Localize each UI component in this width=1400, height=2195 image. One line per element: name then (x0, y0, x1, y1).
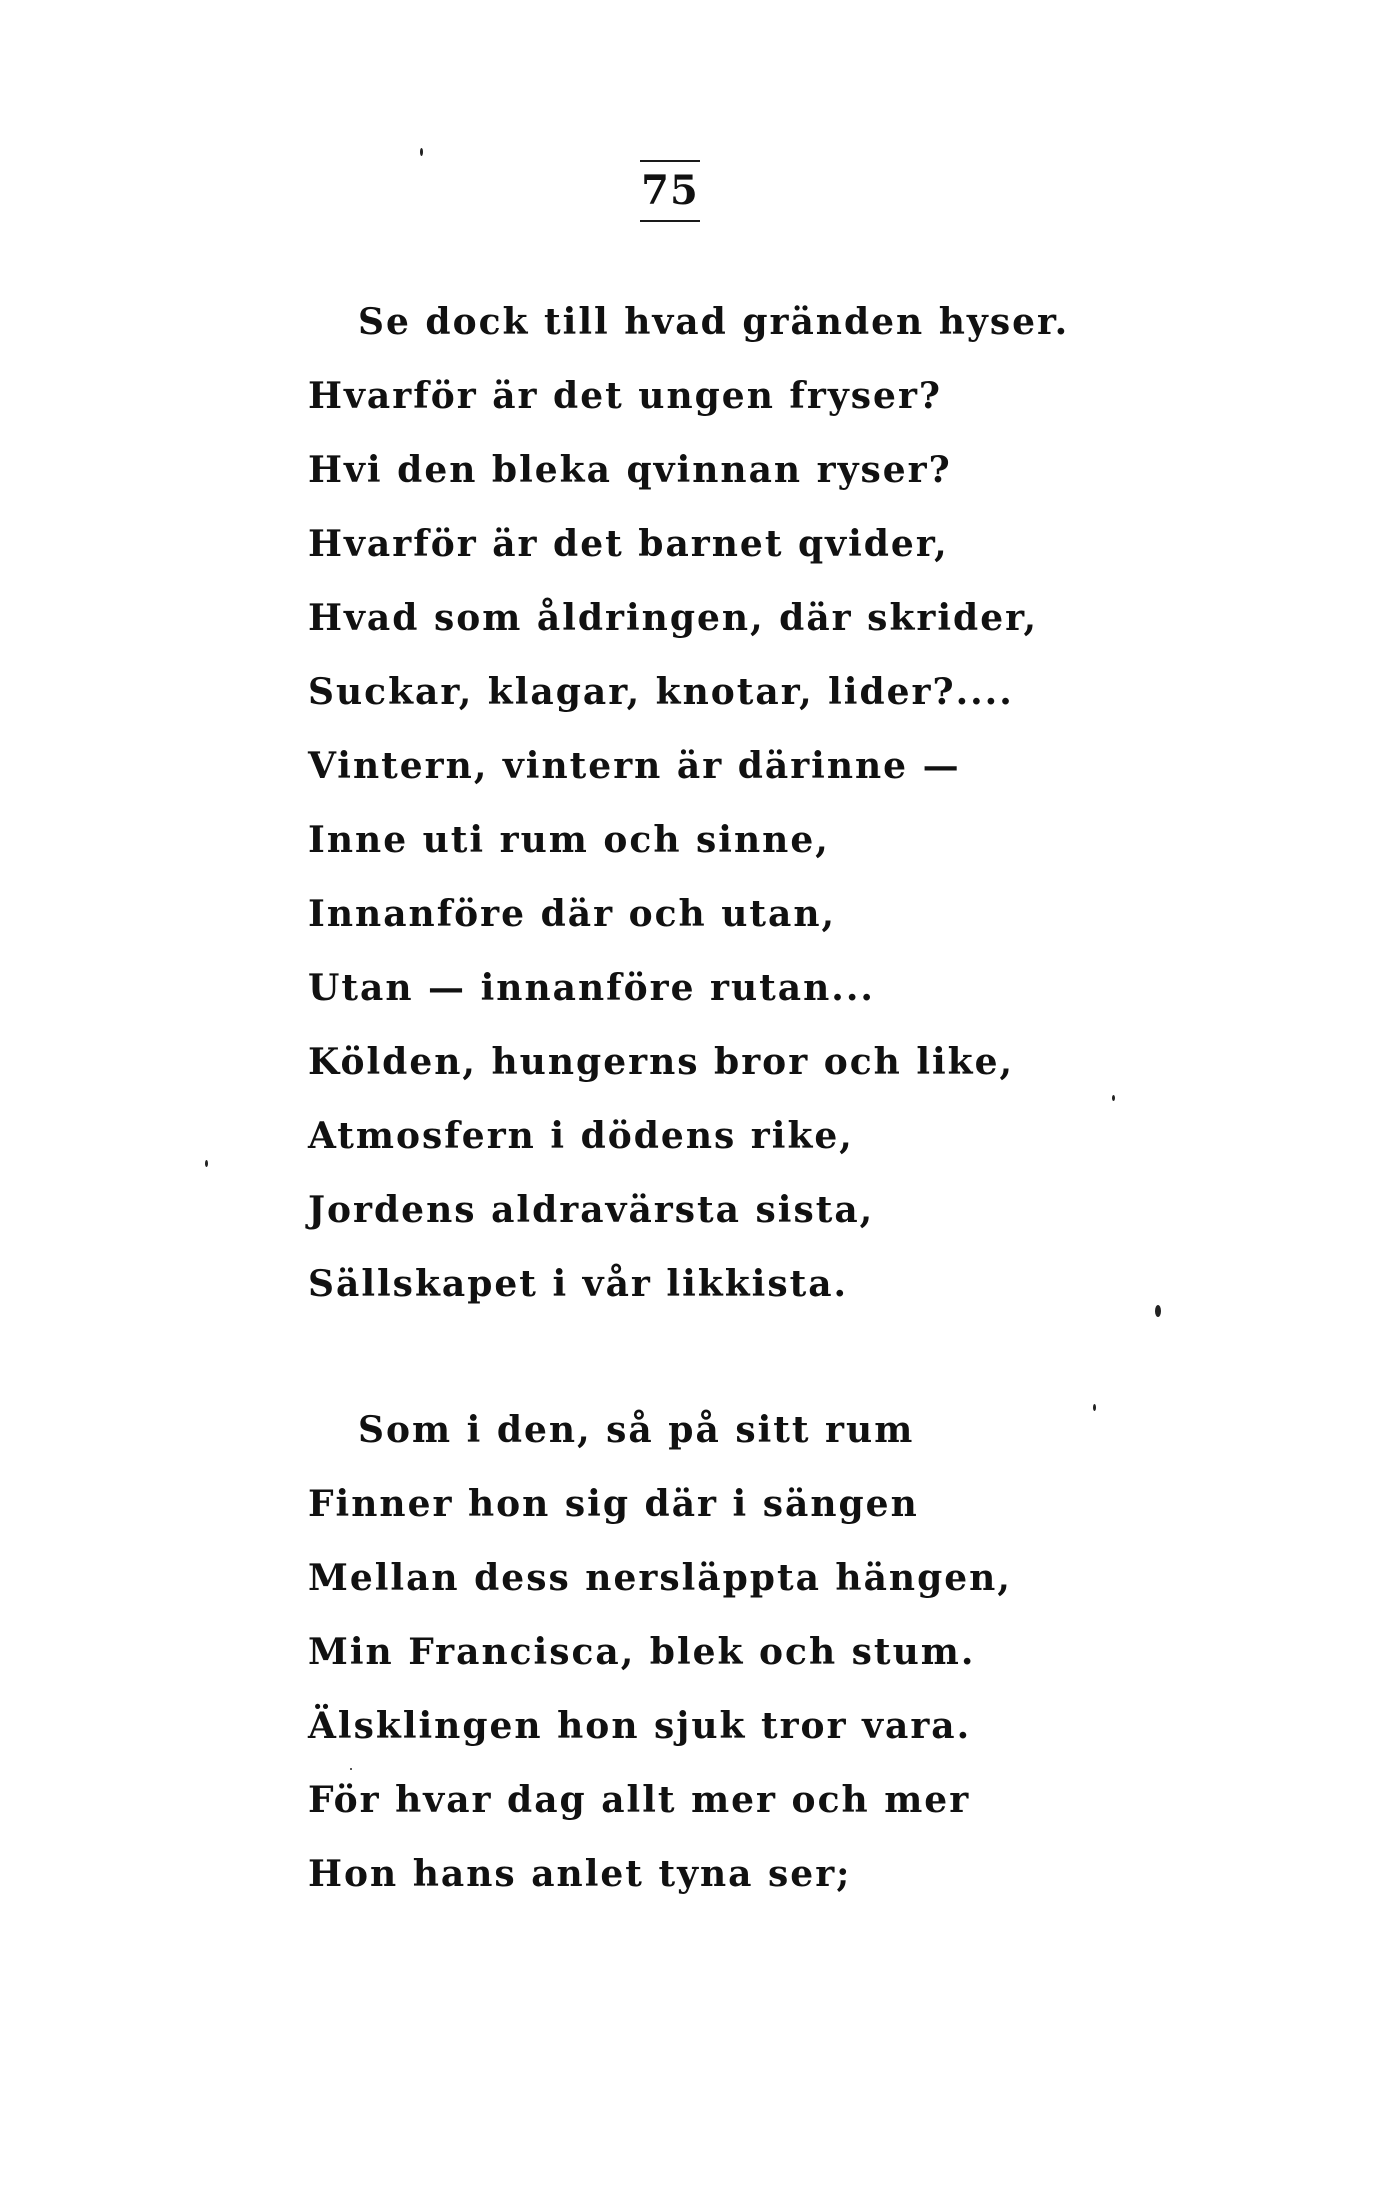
page-number-bottom-rule (640, 220, 700, 222)
page-number-block (636, 160, 704, 222)
poem-line: Hvad som åldringen, där skrider, (308, 597, 1038, 639)
ink-speck (420, 148, 423, 156)
poem-line: Atmosfern i dödens rike, (308, 1115, 854, 1157)
poem-line: Kölden, hungerns bror och like, (308, 1041, 1015, 1083)
ink-speck (1155, 1305, 1161, 1317)
ink-speck (350, 1768, 352, 1770)
ink-speck (205, 1160, 208, 1167)
poem-line: Sällskapet i vår likkista. (308, 1263, 849, 1305)
poem-line: Hvi den bleka qvinnan ryser? (308, 449, 952, 491)
poem-line: Inne uti rum och sinne, (308, 819, 830, 861)
poem-line: Hvarför är det barnet qvider, (308, 523, 949, 565)
poem-line: Hvarför är det ungen fryser? (308, 375, 943, 417)
poem-line: Älsklingen hon sjuk tror vara. (308, 1705, 972, 1747)
poem-line: För hvar dag allt mer och mer (308, 1779, 971, 1821)
ink-speck (1093, 1404, 1096, 1411)
poem-line: Som i den, så på sitt rum (358, 1409, 915, 1451)
poem-line: Jordens aldravärsta sista, (308, 1189, 875, 1231)
poem-line: Min Francisca, blek och stum. (308, 1631, 976, 1673)
poem-line: Se dock till hvad gränden hyser. (358, 301, 1070, 343)
poem-line: Hon hans anlet tyna ser; (308, 1853, 852, 1895)
poem-line: Mellan dess nersläppta hängen, (308, 1557, 1012, 1599)
poem-line: Vintern, vintern är därinne — (308, 745, 961, 787)
ink-speck (1112, 1095, 1115, 1101)
page-number: 75 (641, 167, 699, 214)
poem-line: Suckar, klagar, knotar, lider?.... (308, 671, 1014, 713)
stanza-2 (308, 1393, 1028, 1911)
poem-line: Utan — innanföre rutan... (308, 967, 875, 1009)
poem-line: Innanföre där och utan, (308, 893, 837, 935)
stanza-1 (308, 285, 1070, 1321)
poem-line: Finner hon sig där i sängen (308, 1483, 919, 1525)
